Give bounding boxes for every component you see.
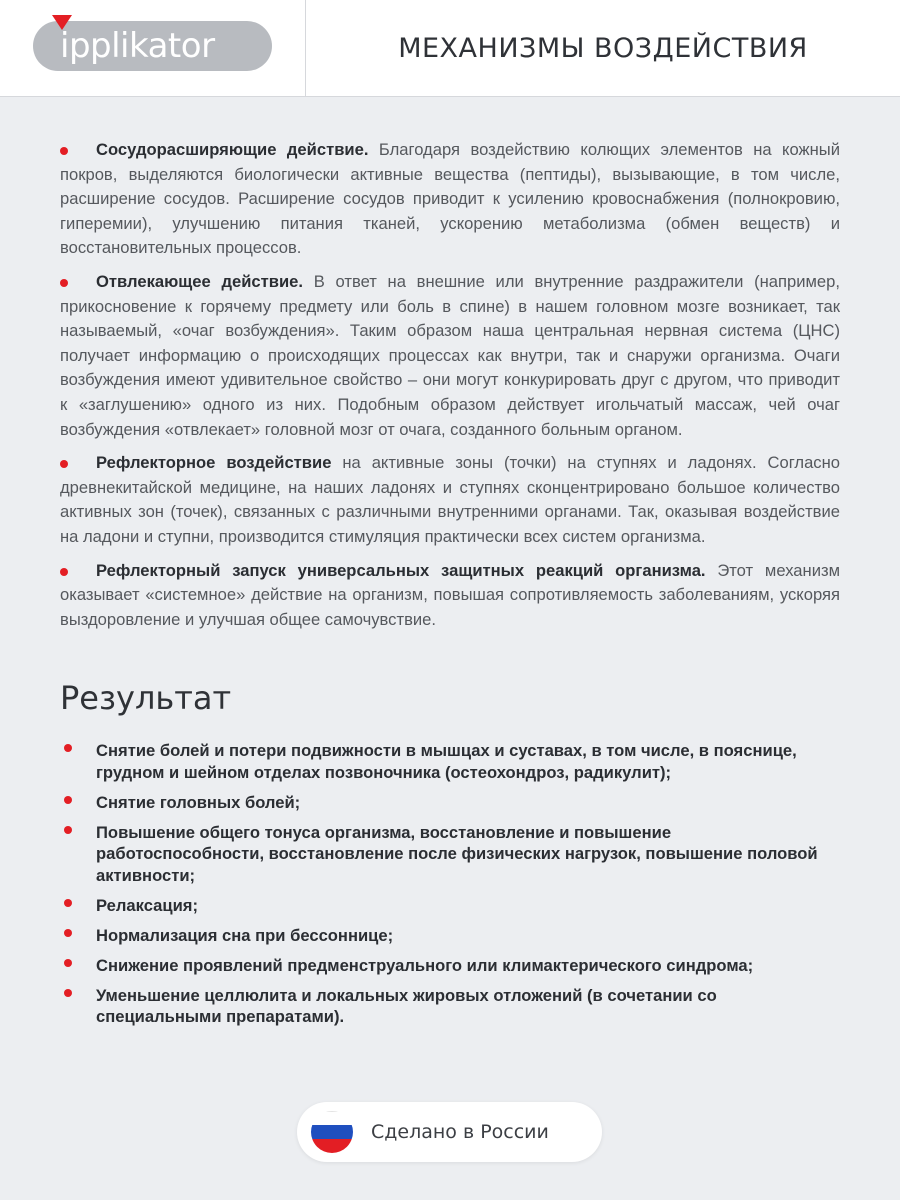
results-heading: Результат — [60, 679, 232, 717]
bullet-icon — [64, 959, 72, 967]
result-text: Снятие головных болей; — [96, 792, 301, 812]
bullet-icon — [64, 796, 72, 804]
mechanism-text: Этот механизм оказывает «системное» действие на организм, повышая сопротивляемость заболеваниям, ускоряя выздоровление и улучшая общее самочувствие. — [60, 560, 840, 629]
mechanism-lead: Сосудорасширяющие действие. — [96, 140, 369, 159]
mechanism-item — [60, 138, 840, 261]
mechanism-lead: Рефлекторный запуск универсальных защитных реакций организма. — [96, 560, 706, 580]
mechanism-item — [60, 270, 840, 442]
result-text: Повышение общего тонуса организма, восстановление и повышение работоспособности, восстановление после физических нагрузок, повышение половой активности; — [96, 822, 818, 885]
mechanism-item — [60, 451, 840, 549]
result-item — [60, 985, 840, 1028]
mechanism-lead: Отвлекающее действие. — [96, 271, 303, 291]
result-text: Снятие болей и потери подвижности в мышцах и суставах, в том числе, в пояснице, грудном и шейном отделах позвоночника (остеохондроз, радикулит); — [96, 741, 797, 782]
header — [0, 0, 900, 97]
bullet-icon — [60, 568, 68, 576]
bullet-icon — [64, 826, 72, 834]
mechanism-lead: Рефлекторное воздействие — [96, 453, 332, 473]
bullet-icon — [64, 744, 72, 752]
bullet-icon — [60, 460, 68, 468]
results-list — [60, 740, 840, 1036]
logo: ipplikator — [60, 26, 215, 66]
russia-flag-icon — [311, 1111, 353, 1153]
bullet-icon — [60, 279, 68, 287]
result-item — [60, 955, 840, 977]
result-text: Нормализация сна при бессоннице; — [96, 925, 394, 945]
result-text: Снижение проявлений предменструального или климактерического синдрома; — [96, 955, 754, 975]
result-item — [60, 740, 840, 783]
page-title: МЕХАНИЗМЫ ВОЗДЕЙСТВИЯ — [398, 33, 808, 64]
bullet-icon — [64, 899, 72, 907]
made-in-russia-badge — [297, 1102, 602, 1162]
result-item — [60, 792, 840, 814]
result-text: Релаксация; — [96, 895, 199, 915]
mechanism-text: Благодаря воздействию колющих элементов на кожный покров, выделяются биологически активные вещества (пептиды), вызывающие, в том числе, расширение сосудов. Расширение сосудов приводит к усилению кровоснабжения (полнокровию, гиперемии), улучшению питания тканей, ускорению метаболизма (обмен веществ) и восстановительных процессов. — [60, 140, 840, 258]
bullet-icon — [64, 989, 72, 997]
bullet-icon — [60, 147, 68, 155]
result-item — [60, 822, 840, 887]
bullet-icon — [64, 929, 72, 937]
result-item — [60, 925, 840, 947]
mechanism-text: на активные зоны (точки) на ступнях и ладонях. Согласно древнекитайской медицине, на наших ладонях и ступнях сконцентрировано большое количество активных зон (точек), связанных с различными внутренними органами. Так, оказывая воздействие на ладони и ступни, производится стимуляция практически всех систем организма. — [60, 453, 840, 546]
result-item — [60, 895, 840, 917]
made-in-text: Сделано в России — [371, 1121, 549, 1143]
mechanism-item — [60, 559, 840, 633]
mechanisms-list — [60, 138, 840, 641]
mechanism-text: В ответ на внешние или внутренние раздражители (например, прикосновение к горячему предмету или боль в спине) в нашем головном мозге возникает, так называемый, «очаг возбуждения». Таким образом наша центральная нервная система (ЦНС) получает информацию о происходящих процессах как внутри, так и снаружи организма. Очаги возбуждения имеют удивительное свойство – они могут конкурировать друг с другом, что приводит к «заглушению» одного из них. Подобным образом действует игольчатый массаж, чей очаг возбуждения «отвлекает» головной мозг от очага, созданного больным органом. — [60, 271, 840, 439]
result-text: Уменьшение целлюлита и локальных жировых отложений (в сочетании со специальными препаратами). — [96, 985, 717, 1026]
